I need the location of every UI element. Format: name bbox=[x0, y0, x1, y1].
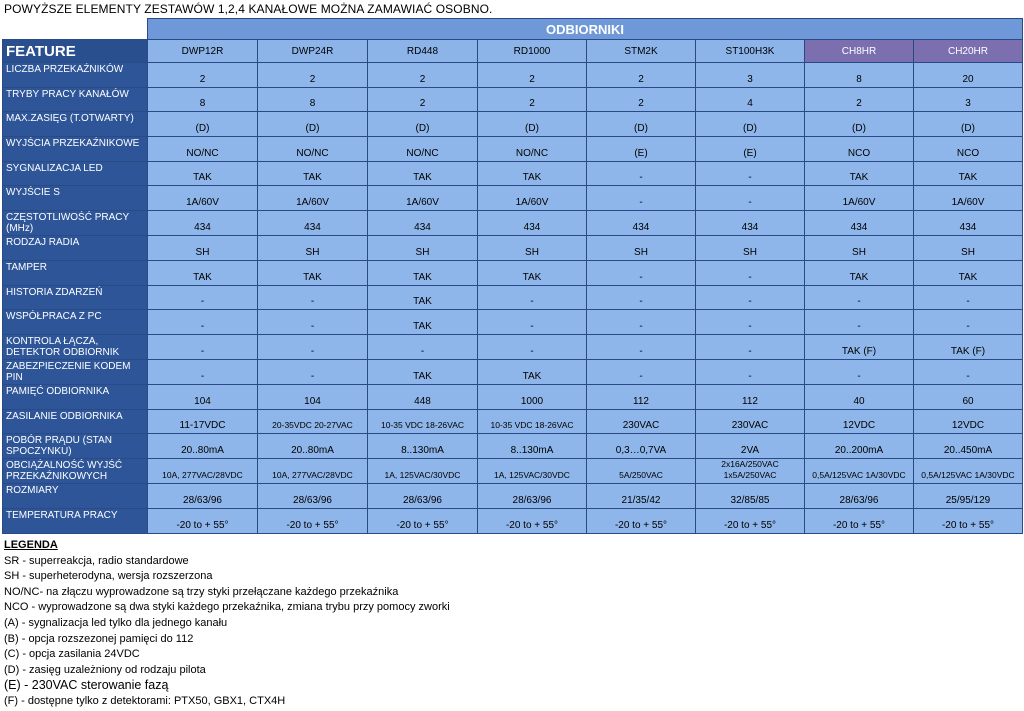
table-cell: TAK bbox=[368, 310, 478, 335]
table-cell: - bbox=[914, 359, 1023, 384]
table-cell: - bbox=[914, 310, 1023, 335]
table-cell: - bbox=[258, 310, 368, 335]
table-cell: 2VA bbox=[696, 434, 805, 459]
table-row bbox=[3, 484, 1023, 509]
table-cell: 1A, 125VAC/30VDC bbox=[368, 459, 478, 484]
table-row bbox=[3, 434, 1023, 459]
row-label: PAMIĘĆ ODBIORNIKA bbox=[3, 384, 148, 409]
table-cell: 20-35VDC 20-27VAC bbox=[258, 409, 368, 434]
table-cell: 5A/250VAC bbox=[587, 459, 696, 484]
column-header: DWP12R bbox=[148, 40, 258, 63]
row-label: WSPÓŁPRACA Z PC bbox=[3, 310, 148, 335]
table-cell: - bbox=[258, 285, 368, 310]
table-row bbox=[3, 63, 1023, 88]
table-cell: 230VAC bbox=[587, 409, 696, 434]
table-cell: 1A/60V bbox=[368, 186, 478, 211]
table-cell: 434 bbox=[805, 211, 914, 236]
legend-item: (D) - zasięg uzależniony od rodzaju pilota bbox=[4, 663, 206, 676]
table-cell: NO/NC bbox=[478, 137, 587, 162]
row-label: TAMPER bbox=[3, 260, 148, 285]
table-cell: 1A/60V bbox=[148, 186, 258, 211]
table-cell: - bbox=[696, 359, 805, 384]
row-label: MAX.ZASIĘG (T.OTWARTY) bbox=[3, 112, 148, 137]
legend bbox=[4, 538, 450, 710]
legend-item: SH - superheterodyna, wersja rozszerzona bbox=[4, 570, 213, 583]
column-header: STM2K bbox=[587, 40, 696, 63]
table-cell: 28/63/96 bbox=[368, 484, 478, 509]
table-cell: SH bbox=[148, 236, 258, 261]
table-cell: (E) bbox=[696, 137, 805, 162]
table-cell: - bbox=[587, 310, 696, 335]
column-header: CH20HR bbox=[914, 40, 1023, 63]
table-row bbox=[3, 186, 1023, 211]
table-cell: (D) bbox=[587, 112, 696, 137]
table-cell: 2 bbox=[587, 63, 696, 88]
table-cell: NO/NC bbox=[148, 137, 258, 162]
table-cell: - bbox=[696, 161, 805, 186]
legend-item: NCO - wyprowadzone są dwa styki każdego przekaźnika, zmiana trybu przy pomocy zworki bbox=[4, 601, 450, 614]
table-row bbox=[3, 161, 1023, 186]
table-cell: 21/35/42 bbox=[587, 484, 696, 509]
table-cell: - bbox=[368, 334, 478, 359]
table-cell: 1A/60V bbox=[258, 186, 368, 211]
table-row bbox=[3, 137, 1023, 162]
table-cell: 1A, 125VAC/30VDC bbox=[478, 459, 587, 484]
table-cell: 434 bbox=[478, 211, 587, 236]
table-cell: 1A/60V bbox=[805, 186, 914, 211]
table-cell: -20 to + 55° bbox=[478, 508, 587, 533]
table-cell: 60 bbox=[914, 384, 1023, 409]
table-cell: 28/63/96 bbox=[258, 484, 368, 509]
legend-item: (B) - opcja rozszezonej pamięci do 112 bbox=[4, 632, 194, 645]
table-cell: 20..80mA bbox=[148, 434, 258, 459]
table-cell: -20 to + 55° bbox=[805, 508, 914, 533]
row-label: WYJŚCIA PRZEKAŹNIKOWE bbox=[3, 137, 148, 162]
table-cell: 10A, 277VAC/28VDC bbox=[148, 459, 258, 484]
table-cell: 2 bbox=[368, 87, 478, 112]
table-cell: TAK bbox=[805, 260, 914, 285]
table-cell: -20 to + 55° bbox=[148, 508, 258, 533]
row-label: ZABEZPIECZENIE KODEM PIN bbox=[3, 359, 148, 384]
table-cell: - bbox=[587, 359, 696, 384]
table-cell: (D) bbox=[258, 112, 368, 137]
table-cell: SH bbox=[914, 236, 1023, 261]
legend-item: NO/NC- na złączu wyprowadzone są trzy styki przełączane każdego przekaźnika bbox=[4, 585, 399, 598]
table-cell: NO/NC bbox=[258, 137, 368, 162]
table-cell: 40 bbox=[805, 384, 914, 409]
table-row bbox=[3, 87, 1023, 112]
table-cell: 28/63/96 bbox=[478, 484, 587, 509]
table-cell: (D) bbox=[368, 112, 478, 137]
table-cell: 28/63/96 bbox=[805, 484, 914, 509]
table-cell: 20..450mA bbox=[914, 434, 1023, 459]
table-cell: TAK bbox=[805, 161, 914, 186]
table-cell: 4 bbox=[696, 87, 805, 112]
table-cell: 32/85/85 bbox=[696, 484, 805, 509]
table-cell: TAK bbox=[478, 359, 587, 384]
table-cell: TAK bbox=[148, 161, 258, 186]
table-row bbox=[3, 310, 1023, 335]
table-cell: TAK (F) bbox=[805, 334, 914, 359]
top-note: POWYŻSZE ELEMENTY ZESTAWÓW 1,2,4 KANAŁOWE MOŻNA ZAMAWIAĆ OSOBNO. bbox=[4, 2, 493, 16]
table-cell: - bbox=[696, 186, 805, 211]
table-cell: 12VDC bbox=[914, 409, 1023, 434]
feature-header: FEATURE bbox=[3, 40, 148, 63]
table-row bbox=[3, 508, 1023, 533]
table-cell: 434 bbox=[148, 211, 258, 236]
table-cell: 0,5A/125VAC 1A/30VDC bbox=[914, 459, 1023, 484]
group-header: ODBIORNIKI bbox=[148, 19, 1023, 40]
table-cell: (D) bbox=[478, 112, 587, 137]
table-row bbox=[3, 334, 1023, 359]
table-cell: TAK bbox=[368, 359, 478, 384]
row-label: TRYBY PRACY KANAŁÓW bbox=[3, 87, 148, 112]
table-cell: 448 bbox=[368, 384, 478, 409]
table-cell: TAK bbox=[368, 260, 478, 285]
table-row bbox=[3, 112, 1023, 137]
table-cell: 2 bbox=[478, 87, 587, 112]
table-cell: 112 bbox=[696, 384, 805, 409]
column-header: CH8HR bbox=[805, 40, 914, 63]
table-cell: 8..130mA bbox=[478, 434, 587, 459]
header-blank bbox=[3, 19, 148, 40]
legend-item: SR - superreakcja, radio standardowe bbox=[4, 554, 189, 567]
table-cell: 1A/60V bbox=[478, 186, 587, 211]
table-cell: 8..130mA bbox=[368, 434, 478, 459]
table-cell: - bbox=[148, 359, 258, 384]
table-cell: 104 bbox=[258, 384, 368, 409]
table-cell: SH bbox=[587, 236, 696, 261]
table-cell: 12VDC bbox=[805, 409, 914, 434]
table-cell: -20 to + 55° bbox=[258, 508, 368, 533]
table-cell: 20..200mA bbox=[805, 434, 914, 459]
table-cell: 104 bbox=[148, 384, 258, 409]
row-label: KONTROLA ŁĄCZA, DETEKTOR ODBIORNIK bbox=[3, 334, 148, 359]
table-cell: - bbox=[258, 334, 368, 359]
table-cell: TAK bbox=[258, 260, 368, 285]
table-row bbox=[3, 260, 1023, 285]
row-label: HISTORIA ZDARZEŃ bbox=[3, 285, 148, 310]
table-cell: (D) bbox=[805, 112, 914, 137]
column-header: RD1000 bbox=[478, 40, 587, 63]
column-header: ST100H3K bbox=[696, 40, 805, 63]
table-cell: 2 bbox=[258, 63, 368, 88]
table-cell: (D) bbox=[696, 112, 805, 137]
table-cell: TAK bbox=[478, 260, 587, 285]
table-cell: - bbox=[805, 310, 914, 335]
table-cell: 434 bbox=[914, 211, 1023, 236]
table-row bbox=[3, 236, 1023, 261]
row-label: LICZBA PRZEKAŹNIKÓW bbox=[3, 63, 148, 88]
table-cell: 0,3…0,7VA bbox=[587, 434, 696, 459]
table-cell: 2 bbox=[368, 63, 478, 88]
table-cell: - bbox=[587, 334, 696, 359]
table-cell: 2 bbox=[148, 63, 258, 88]
table-cell: TAK bbox=[368, 285, 478, 310]
table-cell: SH bbox=[478, 236, 587, 261]
table-cell: TAK bbox=[478, 161, 587, 186]
table-cell: NCO bbox=[805, 137, 914, 162]
table-cell: TAK bbox=[368, 161, 478, 186]
table-cell: 8 bbox=[148, 87, 258, 112]
table-cell: SH bbox=[368, 236, 478, 261]
table-cell: 10-35 VDC 18-26VAC bbox=[368, 409, 478, 434]
table-cell: TAK bbox=[914, 260, 1023, 285]
table-cell: TAK bbox=[148, 260, 258, 285]
table-cell: (D) bbox=[914, 112, 1023, 137]
table-cell: 10A, 277VAC/28VDC bbox=[258, 459, 368, 484]
table-cell: - bbox=[587, 161, 696, 186]
table-cell: 434 bbox=[368, 211, 478, 236]
table-row bbox=[3, 285, 1023, 310]
table-cell: 11-17VDC bbox=[148, 409, 258, 434]
table-cell: 10-35 VDC 18-26VAC bbox=[478, 409, 587, 434]
table-cell: SH bbox=[258, 236, 368, 261]
table-cell: 25/95/129 bbox=[914, 484, 1023, 509]
table-cell: SH bbox=[805, 236, 914, 261]
row-label: TEMPERATURA PRACY bbox=[3, 508, 148, 533]
table-cell: 230VAC bbox=[696, 409, 805, 434]
table-cell: TAK bbox=[914, 161, 1023, 186]
table-cell: -20 to + 55° bbox=[368, 508, 478, 533]
row-label: OBCIĄŻALNOŚĆ WYJŚĆ PRZEKAŹNIKOWYCH bbox=[3, 459, 148, 484]
table-cell: - bbox=[587, 260, 696, 285]
table-cell: - bbox=[696, 310, 805, 335]
table-cell: 1000 bbox=[478, 384, 587, 409]
table-cell: - bbox=[478, 334, 587, 359]
row-label: ROZMIARY bbox=[3, 484, 148, 509]
table-cell: - bbox=[696, 334, 805, 359]
table-cell: 20..80mA bbox=[258, 434, 368, 459]
table-row bbox=[3, 409, 1023, 434]
table-cell: TAK bbox=[258, 161, 368, 186]
table-cell: (E) bbox=[587, 137, 696, 162]
row-label: POBÓR PRĄDU (STAN SPOCZYNKU) bbox=[3, 434, 148, 459]
table-cell: - bbox=[805, 359, 914, 384]
legend-item: (A) - sygnalizacja led tylko dla jednego kanału bbox=[4, 616, 228, 629]
table-cell: NCO bbox=[914, 137, 1023, 162]
table-cell: -20 to + 55° bbox=[587, 508, 696, 533]
table-cell: 434 bbox=[587, 211, 696, 236]
table-row bbox=[3, 211, 1023, 236]
table-cell: 8 bbox=[258, 87, 368, 112]
table-cell: 2 bbox=[478, 63, 587, 88]
table-cell: - bbox=[478, 285, 587, 310]
legend-item: (F) - dostępne tylko z detektorami: PTX50, GBX1, CTX4H bbox=[4, 694, 286, 707]
table-cell: 434 bbox=[258, 211, 368, 236]
table-cell: - bbox=[696, 260, 805, 285]
table-cell: - bbox=[478, 310, 587, 335]
table-cell: 2 bbox=[587, 87, 696, 112]
table-cell: - bbox=[258, 359, 368, 384]
table-cell: 20 bbox=[914, 63, 1023, 88]
table-cell: - bbox=[148, 334, 258, 359]
table-cell: - bbox=[805, 285, 914, 310]
table-cell: TAK (F) bbox=[914, 334, 1023, 359]
row-label: RODZAJ RADIA bbox=[3, 236, 148, 261]
table-cell: 28/63/96 bbox=[148, 484, 258, 509]
table-cell: -20 to + 55° bbox=[696, 508, 805, 533]
table-cell: - bbox=[587, 285, 696, 310]
row-label: SYGNALIZACJA LED bbox=[3, 161, 148, 186]
table-row bbox=[3, 459, 1023, 484]
receivers-spec-table bbox=[2, 18, 1023, 534]
table-cell: - bbox=[587, 186, 696, 211]
table-cell: 434 bbox=[696, 211, 805, 236]
legend-title: LEGENDA bbox=[4, 539, 58, 551]
table-cell: - bbox=[148, 285, 258, 310]
table-cell: 8 bbox=[805, 63, 914, 88]
table-cell: - bbox=[148, 310, 258, 335]
table-cell: 112 bbox=[587, 384, 696, 409]
legend-item: (C) - opcja zasilania 24VDC bbox=[4, 648, 140, 661]
table-row bbox=[3, 384, 1023, 409]
row-label: WYJŚCIE S bbox=[3, 186, 148, 211]
table-cell: 0,5A/125VAC 1A/30VDC bbox=[805, 459, 914, 484]
table-row bbox=[3, 359, 1023, 384]
table-cell: 1A/60V bbox=[914, 186, 1023, 211]
table-cell: NO/NC bbox=[368, 137, 478, 162]
row-label: ZASILANIE ODBIORNIKA bbox=[3, 409, 148, 434]
table-cell: SH bbox=[696, 236, 805, 261]
table-cell: - bbox=[696, 285, 805, 310]
table-cell: -20 to + 55° bbox=[914, 508, 1023, 533]
column-header: RD448 bbox=[368, 40, 478, 63]
legend-item: (E) - 230VAC sterowanie fazą bbox=[4, 678, 169, 693]
table-cell: - bbox=[914, 285, 1023, 310]
column-header: DWP24R bbox=[258, 40, 368, 63]
table-cell: (D) bbox=[148, 112, 258, 137]
row-label: CZĘSTOTLIWOŚĆ PRACY (MHz) bbox=[3, 211, 148, 236]
table-cell: 2x16A/250VAC 1x5A/250VAC bbox=[696, 459, 805, 484]
table-cell: 3 bbox=[914, 87, 1023, 112]
table-cell: 2 bbox=[805, 87, 914, 112]
table-cell: 3 bbox=[696, 63, 805, 88]
